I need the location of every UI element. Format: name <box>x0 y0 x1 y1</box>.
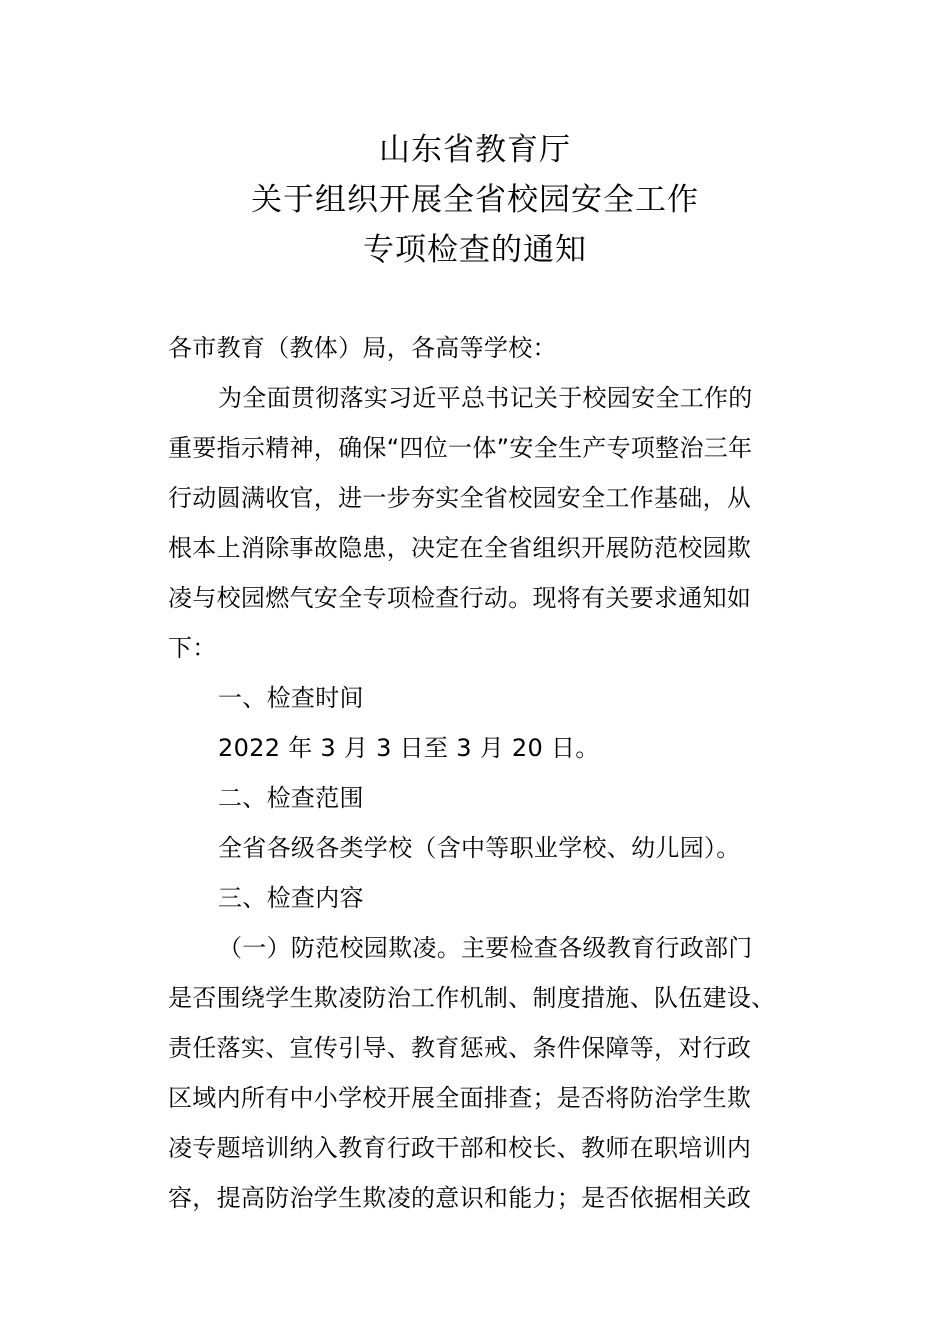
title-line-3: 专项检查的通知 <box>363 232 587 268</box>
intro-line: 凌与校园燃气安全专项检查行动。现将有关要求通知如 <box>168 584 752 612</box>
title-line-2: 关于组织开展全省校园安全工作 <box>251 182 699 218</box>
title-line-1: 山东省教育厅 <box>379 132 571 168</box>
content-line: 责任落实、宣传引导、教育惩戒、条件保障等，对行政 <box>168 1034 752 1062</box>
intro-line: 下： <box>168 634 217 662</box>
intro-line: 行动圆满收官，进一步夯实全省校园安全工作基础，从 <box>168 484 752 512</box>
section-heading-content: 三、检查内容 <box>218 884 364 912</box>
section-text-time: 2022 年 3 月 3 日至 3 月 20 日。 <box>218 734 600 762</box>
section-heading-time: 一、检查时间 <box>218 684 364 712</box>
intro-line: 根本上消除事故隐患，决定在全省组织开展防范校园欺 <box>168 534 752 562</box>
content-line: （一）防范校园欺凌。主要检查各级教育行政部门 <box>218 934 753 962</box>
content-line: 凌专题培训纳入教育行政干部和校长、教师在职培训内 <box>168 1134 752 1162</box>
section-heading-scope: 二、检查范围 <box>218 784 364 812</box>
intro-line: 重要指示精神，确保“四位一体”安全生产专项整治三年 <box>168 434 753 462</box>
salutation: 各市教育（教体）局，各高等学校： <box>168 334 557 362</box>
intro-line: 为全面贯彻落实习近平总书记关于校园安全工作的 <box>218 384 753 412</box>
content-line: 是否围绕学生欺凌防治工作机制、制度措施、队伍建设、 <box>168 984 776 1012</box>
content-line: 区域内所有中小学校开展全面排查；是否将防治学生欺 <box>168 1084 752 1112</box>
section-text-scope: 全省各级各类学校（含中等职业学校、幼儿园）。 <box>218 834 741 862</box>
content-line: 容，提高防治学生欺凌的意识和能力；是否依据相关政 <box>168 1184 752 1212</box>
